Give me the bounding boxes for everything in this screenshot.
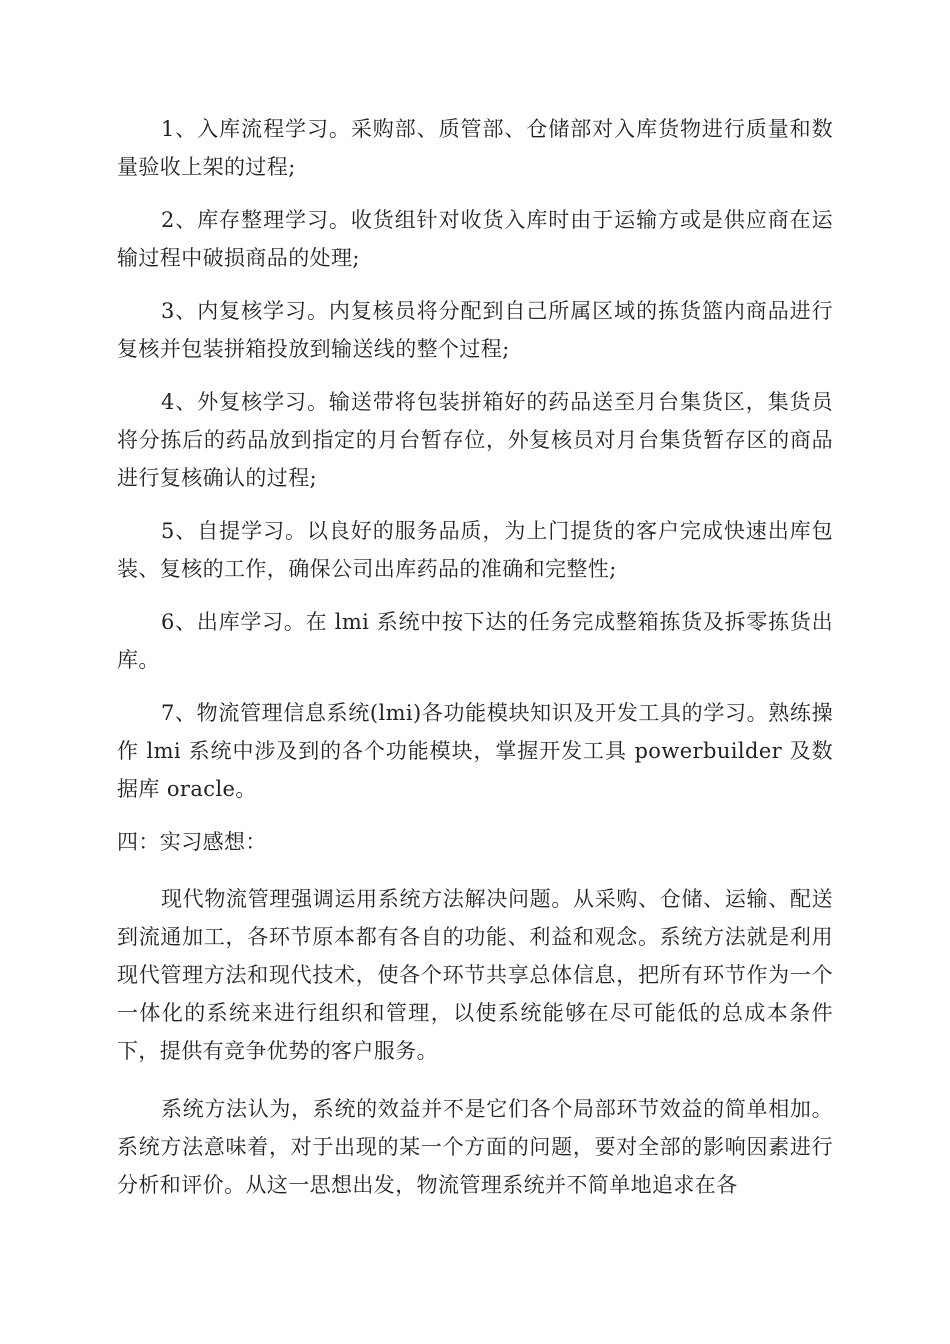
paragraph-modern-logistics: 现代物流管理强调运用系统方法解决问题。从采购、仓储、运输、配送到流通加工，各环节原本都有各自的功能、利益和观念。系统方法就是利用现代管理方法和现代技术，使各个环节共享总体信息，把所有环节作为一个一体化的系统来进行组织和管理，以使系统能够在尽可能低的总成本条件下，提供有竞争优势的客户服务。	[117, 887, 833, 1063]
paragraph-self-pickup: 5、自提学习。以良好的服务品质，为上门提货的客户完成快速出库包装、复核的工作，确保公司出库药品的准确和完整性;	[117, 519, 833, 581]
paragraph-inventory-organizing: 2、库存整理学习。收货组针对收货入库时由于运输方或是供应商在运输过程中破损商品的处理;	[117, 208, 833, 270]
paragraph-lmi-system: 7、物流管理信息系统(lmi)各功能模块知识及开发工具的学习。熟练操作 lmi 系统中涉及到的各个功能模块，掌握开发工具 powerbuilder 及数据库 oracle。	[117, 701, 833, 801]
paragraph-outbound: 6、出库学习。在 lmi 系统中按下达的任务完成整箱拣货及拆零拣货出库。	[117, 610, 833, 672]
paragraph-inbound-process: 1、入库流程学习。采购部、质管部、仓储部对入库货物进行质量和数量验收上架的过程;	[117, 117, 833, 179]
document-body	[117, 110, 833, 1219]
paragraph-external-review: 4、外复核学习。输送带将包装拼箱好的药品送至月台集货区，集货员将分拣后的药品放到指定的月台暂存位，外复核员对月台集货暂存区的商品进行复核确认的过程;	[117, 390, 833, 490]
paragraph-systems-method: 系统方法认为，系统的效益并不是它们各个局部环节效益的简单相加。系统方法意味着，对于出现的某一个方面的问题，要对全部的影响因素进行分析和评价。从这一思想出发，物流管理系统并不简单地追求在各	[117, 1097, 833, 1197]
paragraph-internal-review: 3、内复核学习。内复核员将分配到自己所属区域的拣货篮内商品进行复核并包装拼箱投放到输送线的整个过程;	[117, 299, 833, 361]
section-heading-reflections: 四：实习感想：	[117, 830, 267, 854]
